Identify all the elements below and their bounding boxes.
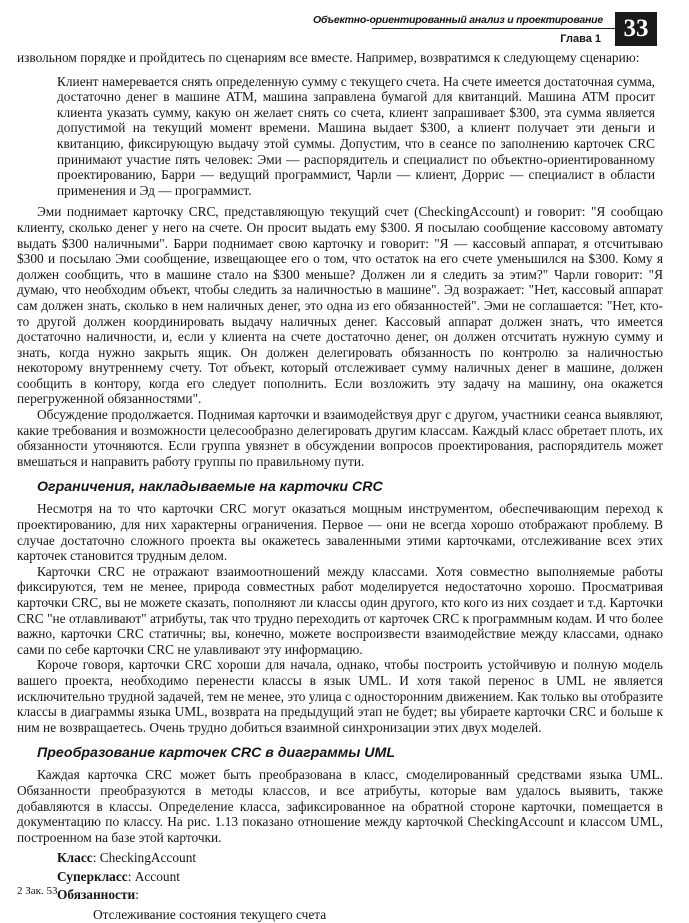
responsibilities-line bbox=[57, 886, 663, 905]
responsibilities-label: Обязанности bbox=[57, 887, 136, 903]
chapter-label: Глава 1 bbox=[560, 33, 601, 45]
paragraph-intro: извольном порядке и пройдитесь по сценариям все вместе. Например, возвратимся к следующему сценарию: bbox=[17, 50, 640, 65]
scenario-quote: Клиент намеревается снять определенную сумму с текущего счета. На счете имеется достаточная сумма, достаточно денег в машине ATM, машина заправлена бумагой для квитанций. Машина ATM просит клиента указать сумму, какую он желает снять со счета, клиент запрашивает $300, эта сумма является допустимой на текущий момент времени. Машина выдает $300, а клиент получает эти деньги и квитанцию, фиксирующую выдачу этой суммы. Допустим, что в сеансе по заполнению карточек CRC принимают участие пять человек: Эми — распорядитель и специалист по объектно-ориентированному проектированию, Барри — ведущий программист, Чарли — клиент, Доррис — специалист в области применения и Эд — программист. bbox=[57, 73, 655, 198]
paragraph-limits-2: Карточки CRC не отражают взаимоотношений между классами. Хотя совместно выполняемые работы фиксируются, тем не менее, природа совместных работ моделируется недостаточно хорошо. Просматривая карточки CRC, вы не можете сказать, пополняют ли классы один другого, кто кого из них создает и т.д. Карточки CRC "не отлавливают" атрибуты, так что трудно переходить от карточек CRC к программным кодам. И что более важно, карточки CRC статичны; вы, конечно, можете воспроизвести взаимодействие между классами, однако сами по себе карточки CRC не улавливают эту информацию. bbox=[17, 563, 663, 657]
running-title: Объектно-ориентированный анализ и проектирование bbox=[312, 14, 603, 26]
page-content bbox=[17, 50, 663, 923]
paragraph-limits-1: Несмотря на то что карточки CRC могут оказаться мощным инструментом, обеспечивающим переход к проектированию, для них характерны ограничения. Первое — они не всегда хорошо отображают проблему. В случае достаточно сложного проекта вы окажетесь заваленными этими карточками, отслеживание всех этих карточек становится трудным делом. bbox=[17, 501, 663, 564]
section-heading-transform: Преобразование карточек CRC в диаграммы UML bbox=[37, 745, 396, 762]
class-value: : CheckingAccount bbox=[92, 850, 197, 866]
superclass-label: Суперкласс bbox=[57, 868, 128, 884]
class-line bbox=[57, 849, 663, 868]
class-label: Класс bbox=[57, 850, 93, 866]
page-header bbox=[0, 0, 689, 50]
superclass-value: : Account bbox=[127, 868, 180, 884]
responsibilities-colon: : bbox=[135, 887, 139, 903]
header-rule bbox=[372, 28, 615, 29]
paragraph-amy: Эми поднимает карточку CRC, представляющую текущий счет (CheckingAccount) и говорит: "Я сообщаю клиенту, сколько денег у него на счете. Он просит выдать ему $300. Я посылаю сообщение кассовому автомату выдать $300 наличными". Барри поднимает свою карточку и говорит: "Я — кассовый аппарат, я отсчитываю $300 и посылаю Эми сообщение, извещающее его о том, что остаток на его счете уменьшился на $300. Кому я должен сообщить, что в машине стало на $300 меньше? Должен ли я следить за этим?" Чарли говорит: "Я думаю, что необходим объект, чтобы следить за наличностью в машине". Эд возражает: "Нет, кассовый аппарат сам должен знать, сколько в нем наличных денег, это одна из его обязанностей". Эми не соглашается: "Нет, кто-то другой должен координировать выдачу наличных денег. Кассовый аппарат должен знать, что имеется достаточно наличности, и, если у клиента на счете достаточно денег, он должен отсчитать нужную сумму и знать, когда нужно закрыть ящик. Он должен делегировать обязанность по контролю за наличностью некоторому внутреннему счету. Тот объект, который отслеживает сумму наличных денег в машине, должен сообщить в контору, когда его следует пополнить. Если возложить эту задачу на машину, она окажется перегруженной обязанностями". bbox=[17, 204, 663, 407]
page-number: 33 bbox=[615, 12, 657, 46]
class-card-listing bbox=[57, 849, 663, 905]
superclass-line bbox=[57, 868, 663, 887]
paragraph-discussion: Обсуждение продолжается. Поднимая карточки и взаимодействуя друг с другом, участники сеанса выявляют, какие требования и возможности целесообразно делегировать другим классам. Каждый класс обретает плоть, их обязанности уточняются. Если группа увязнет в обсуждении вопросов проектирования, распорядитель может вмешаться и направить работу группы по правильному пути. bbox=[17, 407, 663, 469]
paragraph-limits-3: Короче говоря, карточки CRC хороши для начала, однако, чтобы построить устойчивую и полную модель вашего проекта, необходимо перенести классы в язык UML. И хотя такой перенос в UML не является исключительно трудной задачей, тем не менее, это улица с односторонним движением. Как только вы отобразите классы в диаграммы языка UML, возврата на предыдущий этап не будет; вы убираете карточки CRC и больше к ним не возвращаетесь. Очень трудно добиться взаимной синхронизации этих двух моделей. bbox=[17, 657, 663, 735]
section-heading-limits: Ограничения, накладываемые на карточки CRC bbox=[37, 479, 383, 496]
paragraph-transform: Каждая карточка CRC может быть преобразована в класс, смоделированный средствами языка UML. Обязанности преобразуются в методы классов, и все атрибуты, которые вам удалось выявить, также добавляются в классы. Определение класса, зафиксированное на обратной стороне карточки, помещается в документацию по классу. На рис. 1.13 показано отношение между карточкой CheckingAccount и классом UML, построенном на базе этой карточки. bbox=[17, 767, 663, 845]
responsibility-item: Отслеживание состояния текущего счета bbox=[93, 906, 327, 922]
signature-mark: 2 Зак. 53 bbox=[17, 885, 58, 897]
